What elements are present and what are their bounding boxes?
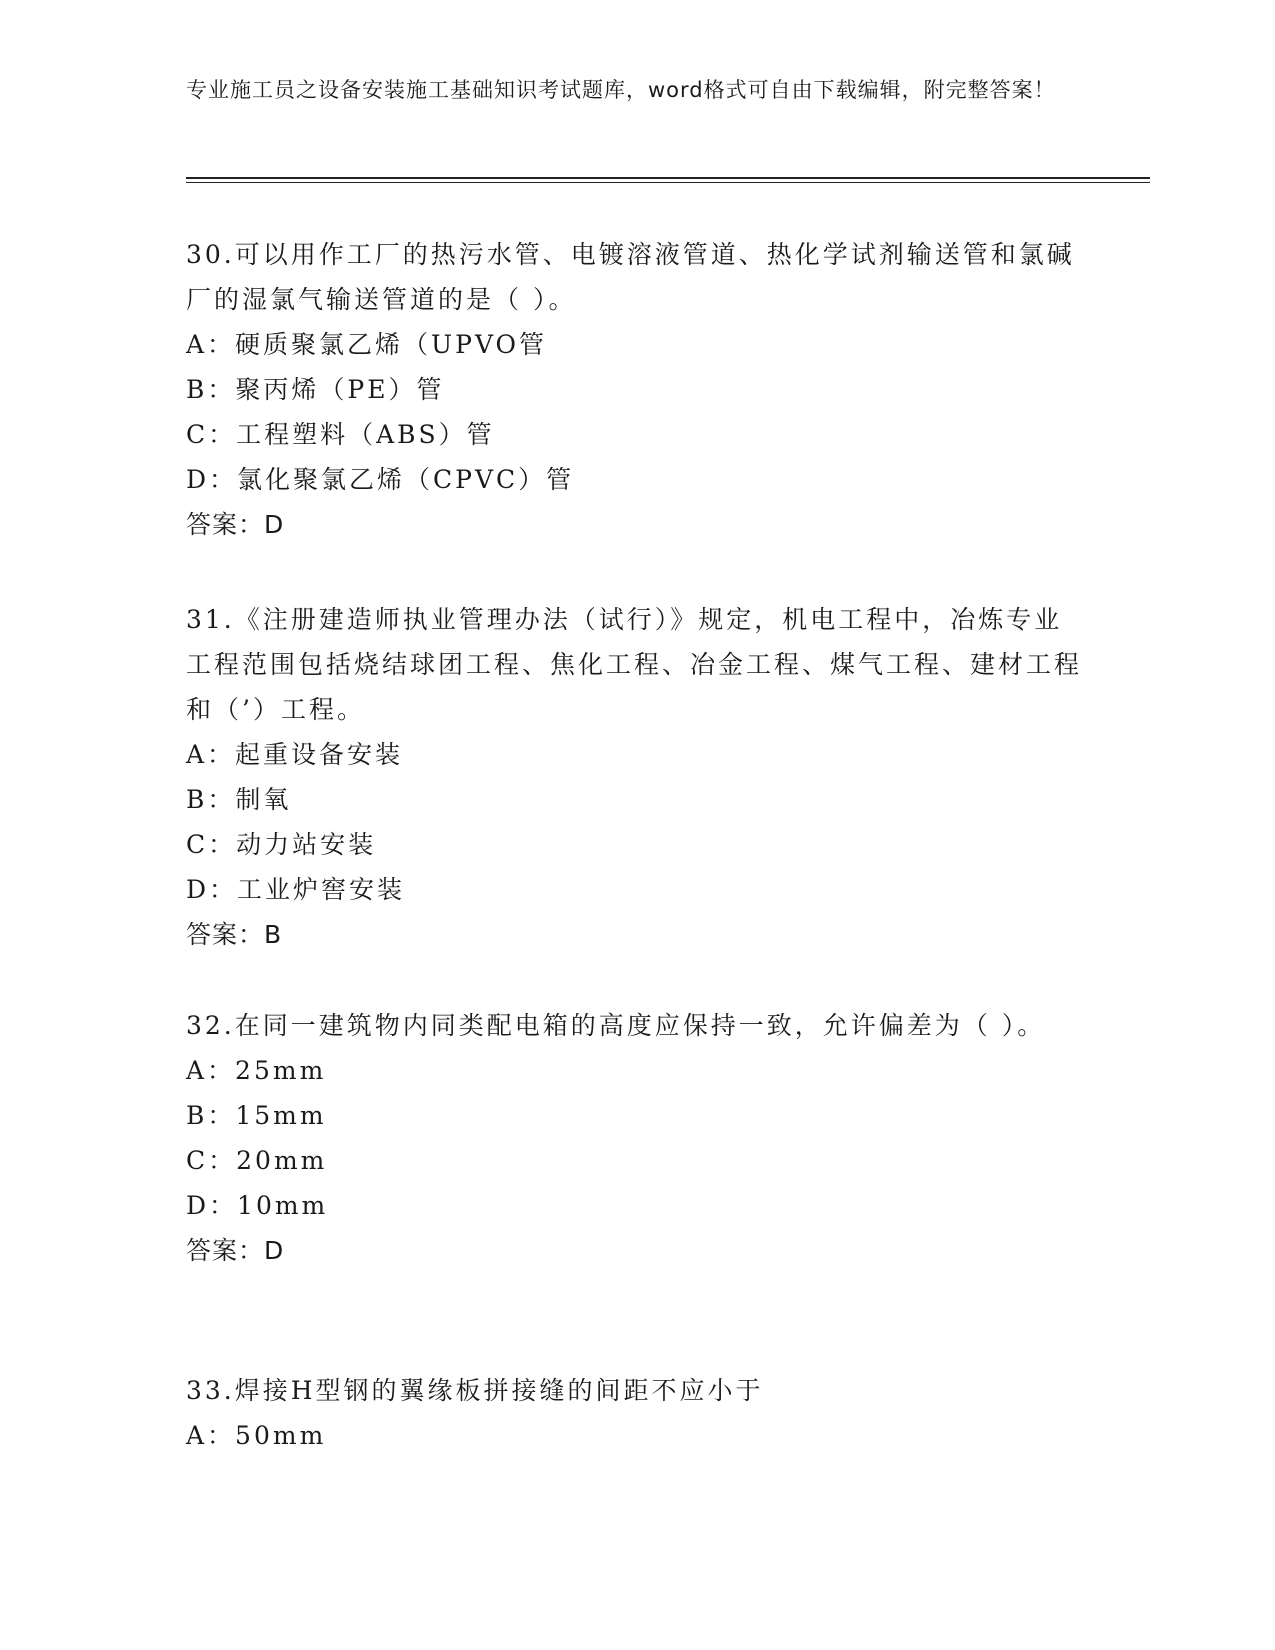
option-d: D：10mm	[186, 1191, 329, 1220]
answer-line: 答案：B	[186, 920, 283, 949]
question-block	[186, 597, 1086, 957]
option-a: A：起重设备安装	[186, 740, 404, 769]
option-d: D：氯化聚氯乙烯（CPVC）管	[186, 465, 575, 494]
header-rule-top	[186, 177, 1150, 179]
option-a: A：硬质聚氯乙烯（UPVO管	[186, 330, 548, 359]
option-c: C：动力站安装	[186, 830, 377, 859]
option-a: A：50mm	[186, 1421, 327, 1450]
document-header: 专业施工员之设备安装施工基础知识考试题库，word格式可自由下载编辑，附完整答案！	[186, 78, 1056, 102]
question-stem: 32.在同一建筑物内同类配电箱的高度应保持一致，允许偏差为（ ）。	[186, 1011, 1046, 1040]
header-rule-bottom	[186, 182, 1150, 183]
answer-line: 答案：D	[186, 510, 285, 539]
question-block	[186, 232, 1086, 547]
option-c: C：工程塑料（ABS）管	[186, 420, 495, 449]
option-d: D：工业炉窖安装	[186, 875, 406, 904]
question-block	[186, 1003, 1086, 1273]
option-b: B：制氧	[186, 785, 292, 814]
question-stem: 30.可以用作工厂的热污水管、电镀溶液管道、热化学试剂输送管和氯碱厂的湿氯气输送管道的是（ ）。	[186, 240, 1075, 314]
option-b: B：聚丙烯（PE）管	[186, 375, 445, 404]
option-a: A：25mm	[186, 1056, 327, 1085]
option-c: C：20mm	[186, 1146, 328, 1175]
question-stem: 33.焊接H型钢的翼缘板拼接缝的间距不应小于	[186, 1376, 764, 1405]
question-stem: 31.《注册建造师执业管理办法（试行）》规定，机电工程中，冶炼专业工程范围包括烧结球团工程、焦化工程、冶金工程、煤气工程、建材工程和（’）工程。	[186, 605, 1083, 724]
question-block	[186, 1368, 1086, 1458]
option-b: B：15mm	[186, 1101, 327, 1130]
answer-line: 答案：D	[186, 1236, 285, 1265]
